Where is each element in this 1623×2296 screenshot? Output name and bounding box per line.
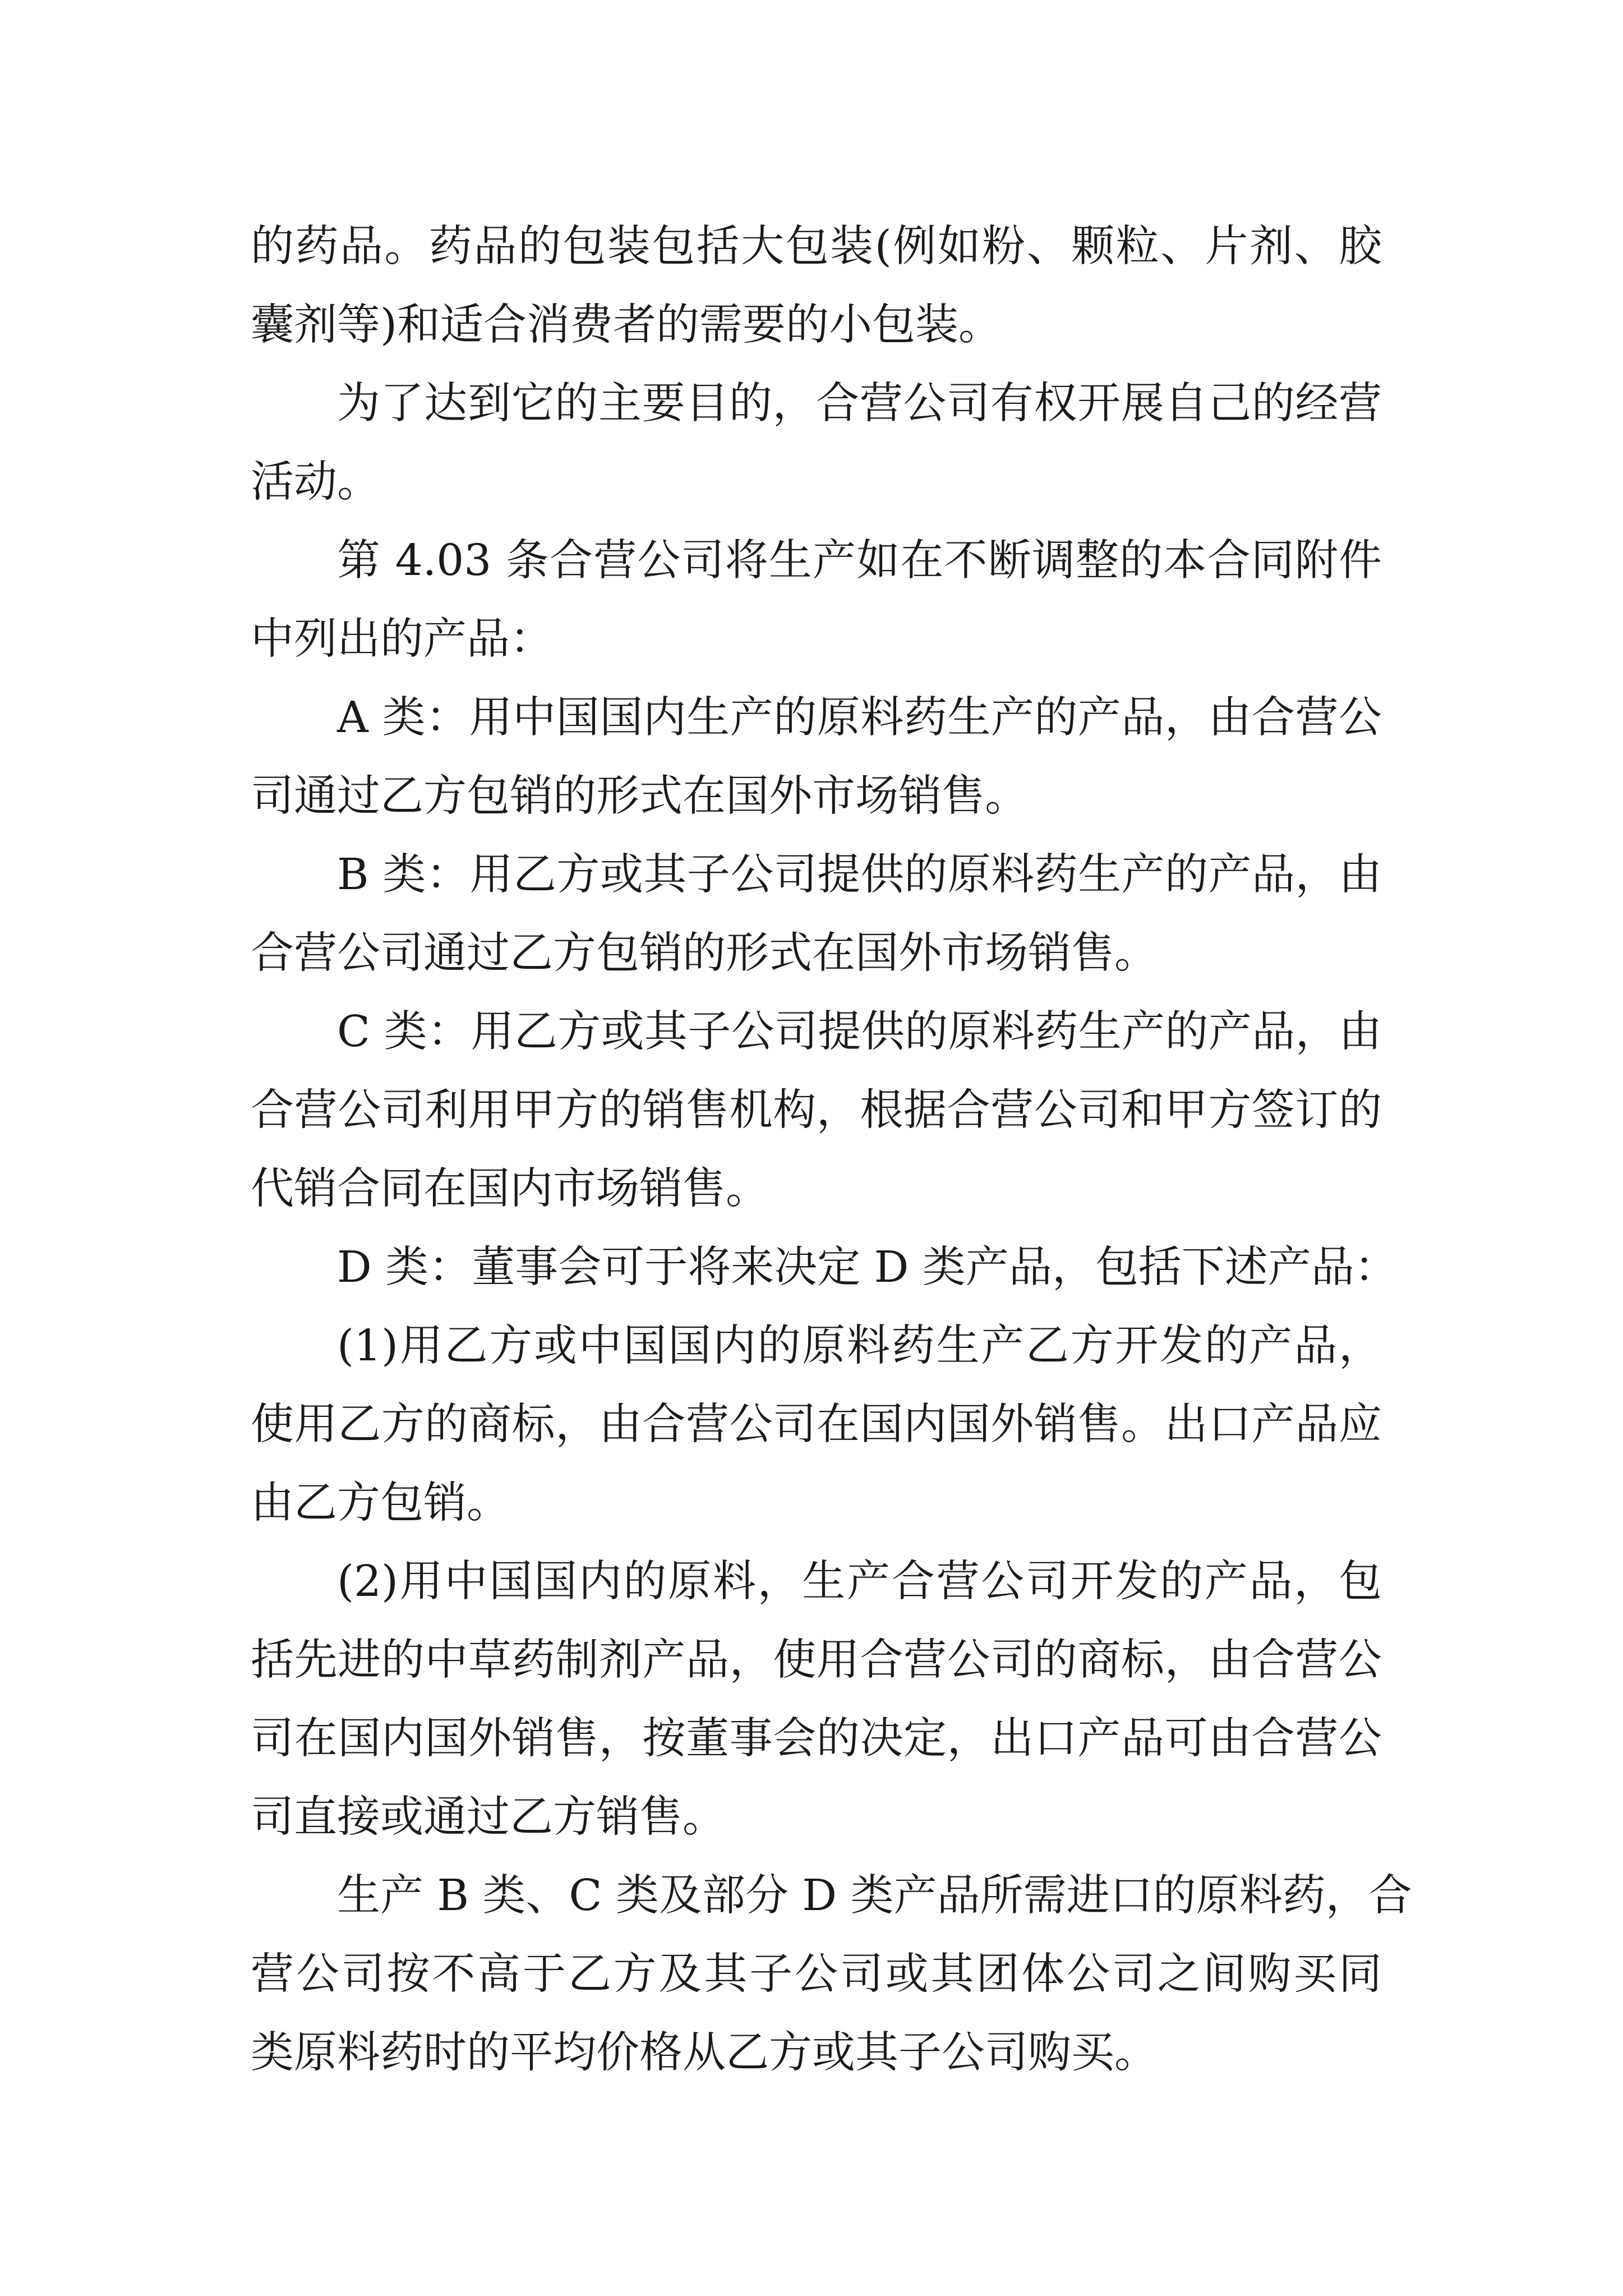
text-line: 活动。 [251,457,380,507]
text-line: 为了达到它的主要目的，合营公司有权开展自己的经营 [337,379,1382,429]
text-line: 使用乙方的商标，由合营公司在国内国外销售。出口产品应 [251,1400,1382,1450]
text-line: D 类：董事会可于将来决定 D 类产品，包括下述产品： [337,1243,1398,1292]
text-line: A 类：用中国国内生产的原料药生产的产品，由合营公 [337,693,1382,743]
text-line: 由乙方包销。 [251,1478,510,1528]
text-line: 合营公司通过乙方包销的形式在国外市场销售。 [251,928,1158,978]
text-line: 司通过乙方包销的形式在国外市场销售。 [251,771,1028,821]
text-line: 司在国内国外销售，按董事会的决定，出口产品可由合营公 [251,1714,1382,1764]
text-line: 中列出的产品： [251,614,553,664]
text-line: (1)用乙方或中国国内的原料药生产乙方开发的产品， [337,1321,1382,1371]
text-line: 第 4.03 条合营公司将生产如在不断调整的本合同附件 [337,536,1382,586]
text-line: B 类：用乙方或其子公司提供的原料药生产的产品，由 [337,850,1382,900]
text-line: 代销合同在国内市场销售。 [251,1164,769,1214]
text-line: 司直接或通过乙方销售。 [251,1792,726,1842]
text-line: 的药品。药品的包装包括大包装(例如粉、颗粒、片剂、胶 [251,222,1382,272]
text-line: 合营公司利用甲方的销售机构，根据合营公司和甲方签订的 [251,1085,1382,1135]
text-line: 营公司按不高于乙方及其子公司或其团体公司之间购买同 [251,1949,1382,1999]
text-line: 囊剂等)和适合消费者的需要的小包装。 [251,300,1002,350]
text-line: 类原料药时的平均价格从乙方或其子公司购买。 [251,2028,1158,2078]
text-line: 括先进的中草药制剂产品，使用合营公司的商标，由合营公 [251,1635,1382,1685]
text-line: 生产 B 类、C 类及部分 D 类产品所需进口的原料药，合 [337,1871,1412,1921]
text-line: (2)用中国国内的原料，生产合营公司开发的产品，包 [337,1557,1382,1607]
text-line: C 类：用乙方或其子公司提供的原料药生产的产品，由 [337,1007,1382,1057]
